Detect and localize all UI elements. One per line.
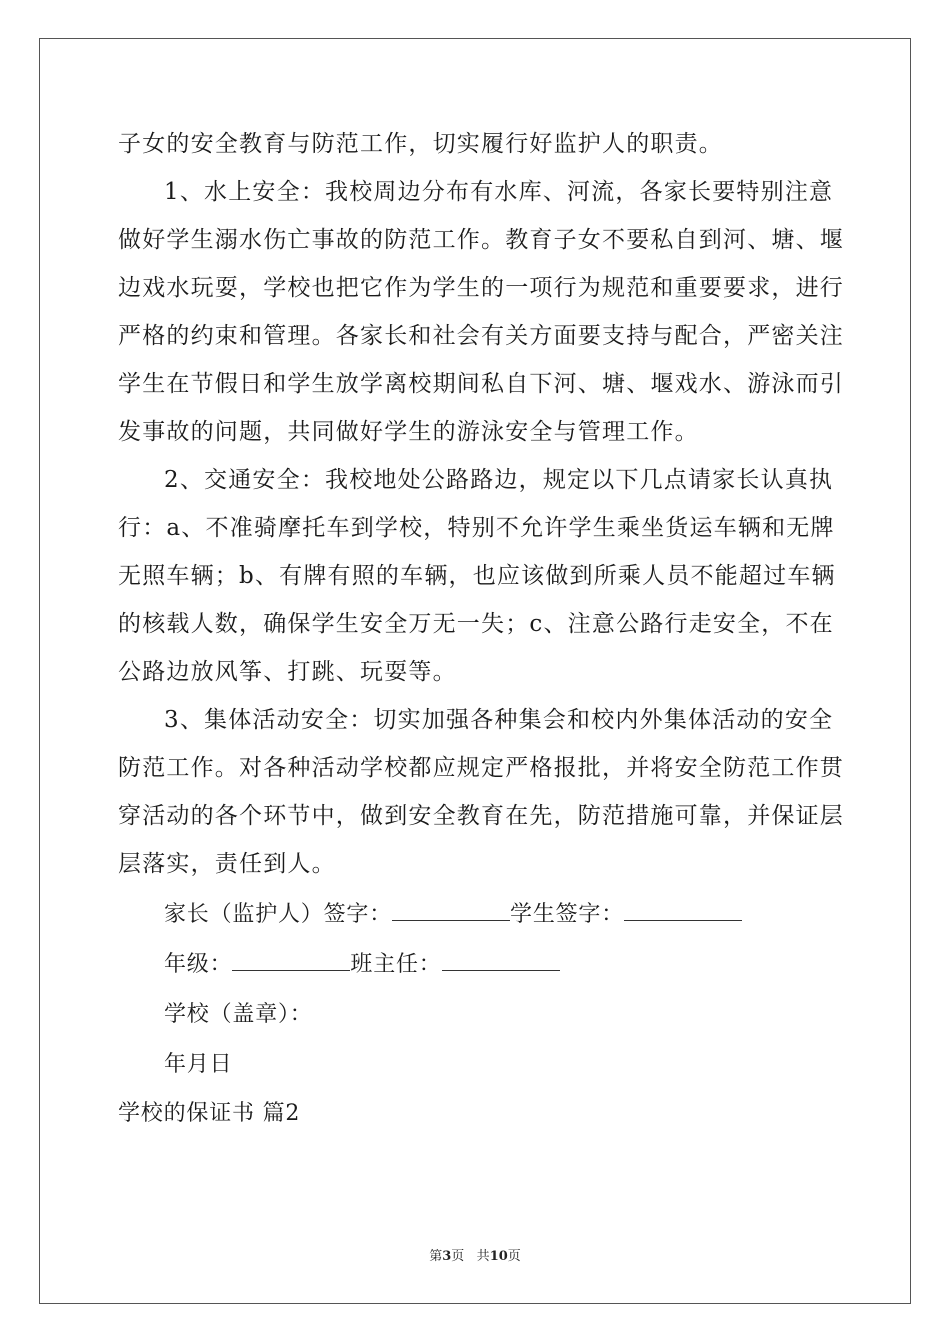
head-teacher-blank[interactable] xyxy=(442,954,560,971)
paragraph-line: 做好学生溺水伤亡事故的防范工作。教育子女不要私自到河、塘、堰 xyxy=(118,227,844,253)
paragraph-line: 防范工作。对各种活动学校都应规定严格报批，并将安全防范工作贯 xyxy=(118,755,844,781)
current-page-number: 3 xyxy=(442,1249,452,1264)
paragraph-line: 学生在节假日和学生放学离校期间私自下河、塘、堰戏水、游泳而引 xyxy=(118,371,844,397)
paragraph-line: 发事故的问题，共同做好学生的游泳安全与管理工作。 xyxy=(118,419,699,445)
paragraph-line: 的核载人数，确保学生安全万无一失；c、注意公路行走安全，不在 xyxy=(118,611,834,637)
paragraph-line: 无照车辆；b、有牌有照的车辆，也应该做到所乘人员不能超过车辆 xyxy=(118,563,836,589)
student-signature-label: 学生签字： xyxy=(510,902,625,927)
school-seal-label: 学校（盖章）： xyxy=(164,1002,313,1027)
signature-row-grade-teacher xyxy=(118,940,836,990)
total-prefix: 共 xyxy=(476,1249,490,1264)
next-section-title: 学校的保证书 篇2 xyxy=(118,1101,301,1126)
total-pages-number: 10 xyxy=(489,1249,508,1264)
paragraph-line: 子女的安全教育与防范工作，切实履行好监护人的职责。 xyxy=(118,131,723,157)
head-teacher-label: 班主任： xyxy=(350,952,442,977)
parent-signature-blank[interactable] xyxy=(392,904,510,921)
signature-row-parent-student xyxy=(118,890,836,940)
student-signature-blank[interactable] xyxy=(624,904,742,921)
paragraph-line: 公路边放风筝、打跳、玩耍等。 xyxy=(118,659,457,685)
paragraph-line: 严格的约束和管理。各家长和社会有关方面要支持与配合，严密关注 xyxy=(118,323,844,349)
paragraph-line: 边戏水玩耍，学校也把它作为学生的一项行为规范和重要要求，进行 xyxy=(118,275,844,301)
paragraph-line: 层落实，责任到人。 xyxy=(118,851,336,877)
page-prefix: 第 xyxy=(429,1249,443,1264)
grade-label: 年级： xyxy=(164,952,233,977)
paragraph-line: 3、集体活动安全：切实加强各种集会和校内外集体活动的安全 xyxy=(164,707,834,733)
document-body xyxy=(118,120,844,1138)
paragraph-line: 穿活动的各个环节中，做到安全教育在先，防范措施可靠，并保证层 xyxy=(118,803,844,829)
paragraph-line: 2、交通安全：我校地处公路路边，规定以下几点请家长认真执 xyxy=(164,467,834,493)
page-footer xyxy=(0,1245,950,1264)
parent-signature-label: 家长（监护人）签字： xyxy=(164,902,393,927)
paragraph-line: 行：a、不准骑摩托车到学校，特别不允许学生乘坐货运车辆和无牌 xyxy=(118,515,835,541)
paragraph-line: 1、水上安全：我校周边分布有水库、河流，各家长要特别注意 xyxy=(164,179,834,205)
date-label: 年月日 xyxy=(164,1052,233,1077)
total-suffix: 页 xyxy=(507,1249,521,1264)
grade-blank[interactable] xyxy=(232,954,350,971)
page-suffix: 页 xyxy=(451,1249,465,1264)
